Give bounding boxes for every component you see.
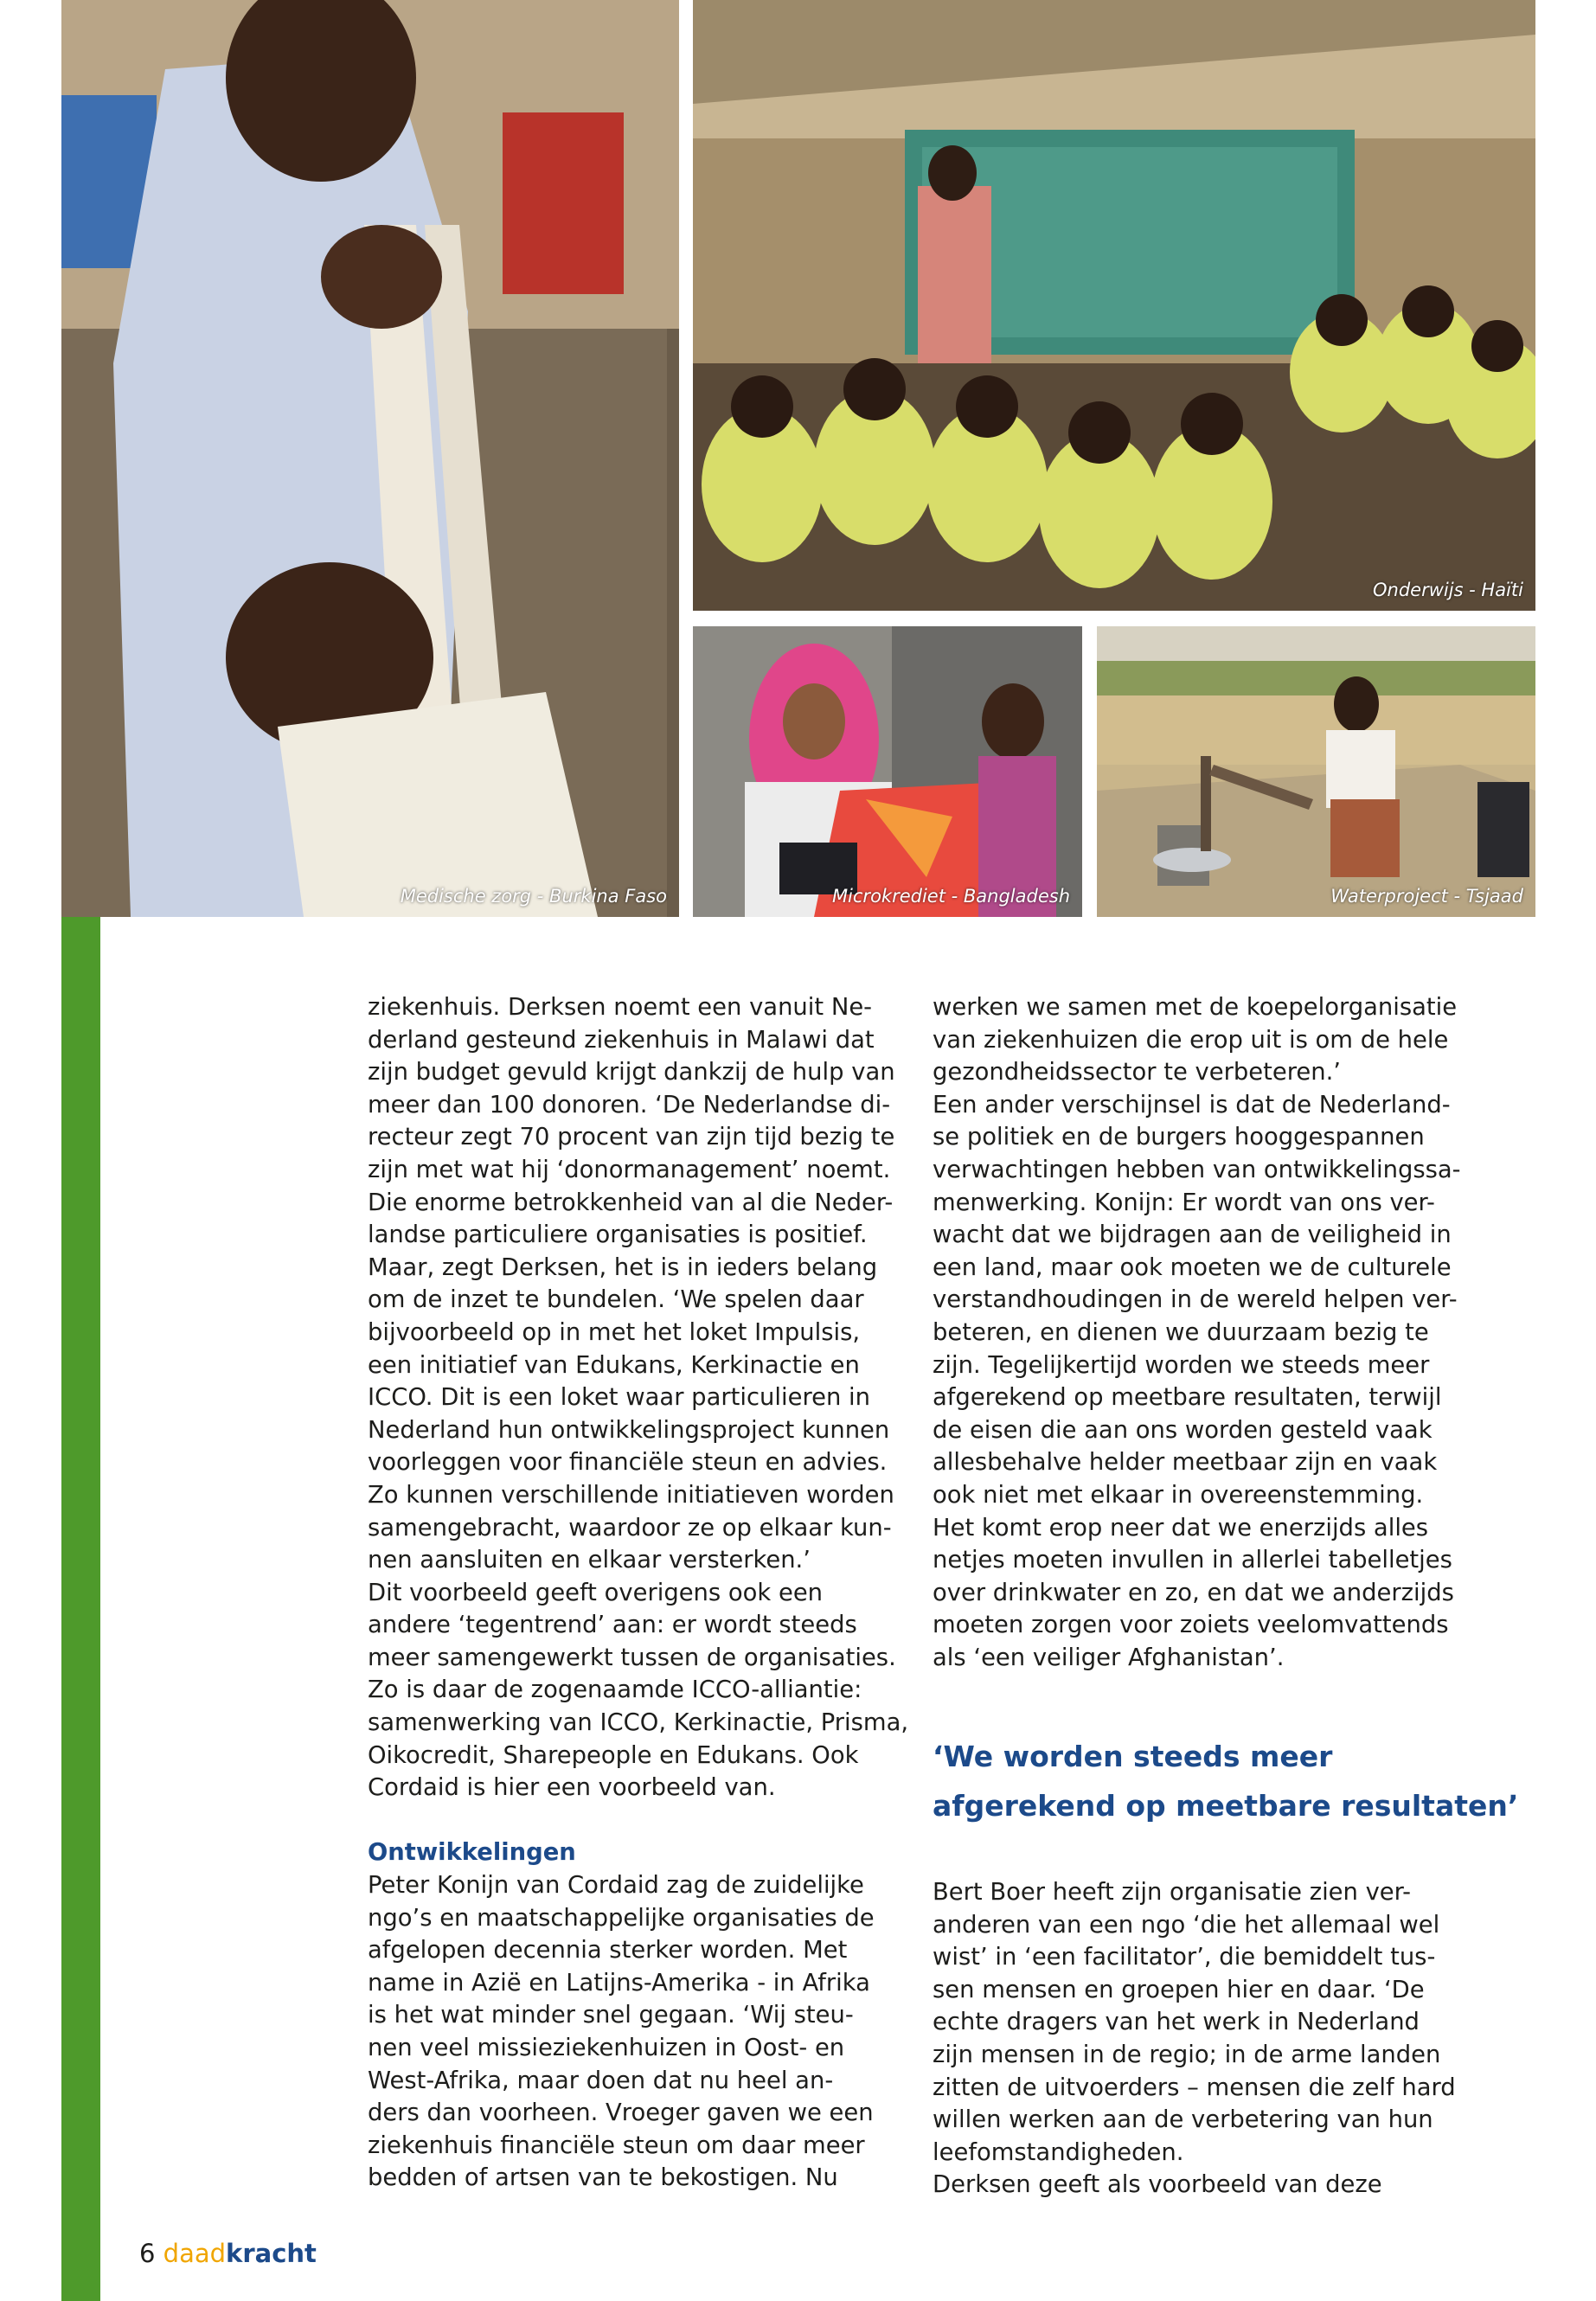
page-folio <box>139 2239 317 2268</box>
text-line: West-Afrika, maar doen dat nu heel an- <box>368 2067 834 2094</box>
text-line: is het wat minder snel gegaan. ‘Wij steu- <box>368 2002 854 2029</box>
text-line: nen veel missieziekenhuizen in Oost- en <box>368 2035 845 2061</box>
text-line: beteren, en dienen we duurzaam bezig te <box>933 1318 1429 1346</box>
text-line: ders dan voorheen. Vroeger gaven we een <box>368 2099 874 2127</box>
brand-kracht: kracht <box>226 2239 317 2268</box>
text-line: voorleggen voor financiële steun en advies. <box>368 1449 888 1477</box>
text-line: echte dragers van het werk in Nederland <box>933 2009 1420 2036</box>
text-line: afgerekend op meetbare resultaten, terwijl <box>933 1384 1442 1412</box>
text-line: landse particuliere organisaties is positief. <box>368 1221 868 1249</box>
text-column-right-2 <box>933 1876 1456 2202</box>
text-line: moeten zorgen voor zoiets veelomvattends <box>933 1612 1449 1639</box>
text-line: Die enorme betrokkenheid van al die Neder- <box>368 1189 894 1216</box>
text-line: Derksen geeft als voorbeeld van deze <box>933 2171 1382 2199</box>
text-line: Zo is daar de zogenaamde ICCO-alliantie: <box>368 1676 862 1704</box>
text-line: Peter Konijn van Cordaid zag de zuidelijke <box>368 1872 864 1900</box>
text-line: ziekenhuis financiële steun om daar meer <box>368 2131 865 2159</box>
text-line: verstandhoudingen in de wereld helpen ver- <box>933 1286 1458 1314</box>
text-line: zijn mensen in de regio; in de arme landen <box>933 2041 1441 2068</box>
text-line: menwerking. Konijn: Er wordt van ons ver- <box>933 1189 1435 1216</box>
text-line: derland gesteund ziekenhuis in Malawi dat <box>368 1026 875 1054</box>
text-line: Een ander verschijnsel is dat de Nederland- <box>933 1091 1451 1118</box>
text-line: ook niet met elkaar in overeenstemming. <box>933 1481 1424 1509</box>
subheading-ontwikkelingen: Ontwikkelingen <box>368 1839 576 1867</box>
pull-quote <box>933 1732 1518 1830</box>
text-line: zijn budget gevuld krijgt dankzij de hulp van <box>368 1059 895 1086</box>
pull-quote-line-1: ‘We worden steeds meer <box>933 1740 1333 1773</box>
photo-caption: Onderwijs - Haïti <box>1373 580 1523 600</box>
text-line: gezondheidssector te verbeteren.’ <box>933 1059 1341 1086</box>
text-line: Het komt erop neer dat we enerzijds alles <box>933 1514 1429 1541</box>
text-line: om de inzet te bundelen. ‘We spelen daar <box>368 1286 864 1314</box>
page-number: 6 <box>139 2239 156 2268</box>
photo-water-project <box>1097 626 1535 917</box>
text-line: Cordaid is hier een voorbeeld van. <box>368 1774 776 1802</box>
text-line: leefomstandigheden. <box>933 2138 1184 2166</box>
text-line: over drinkwater en zo, en dat we anderzijds <box>933 1579 1454 1606</box>
text-line: werken we samen met de koepelorganisatie <box>933 994 1458 1021</box>
text-line: bijvoorbeeld op in met het loket Impulsis, <box>368 1318 861 1346</box>
text-line: een land, maar ook moeten we de culturele <box>933 1253 1452 1281</box>
text-line: ziekenhuis. Derksen noemt een vanuit Ne- <box>368 994 873 1021</box>
text-line: verwachtingen hebben van ontwikkelingssa- <box>933 1156 1461 1183</box>
text-line: ngo’s en maatschappelijke organisaties de <box>368 1904 875 1932</box>
text-line: Nederland hun ontwikkelingsproject kunnen <box>368 1416 890 1444</box>
photo-caption: Waterproject - Tsjaad <box>1330 886 1523 907</box>
text-line: sen mensen en groepen hier en daar. ‘De <box>933 1976 1425 2003</box>
photo-medical-care <box>61 0 679 917</box>
text-line: Bert Boer heeft zijn organisatie zien ver- <box>933 1879 1412 1906</box>
text-line: name in Azië en Latijns-Amerika - in Afrika <box>368 1969 870 1997</box>
text-line: meer samengewerkt tussen de organisaties. <box>368 1644 896 1671</box>
text-line: afgelopen decennia sterker worden. Met <box>368 1937 848 1965</box>
text-column-left <box>368 991 908 2195</box>
text-column-right <box>933 991 1461 1674</box>
photo-caption: Medische zorg - Burkina Faso <box>400 886 667 907</box>
text-line: netjes moeten invullen in allerlei tabelletjes <box>933 1547 1452 1574</box>
text-line: samengebracht, waardoor ze op elkaar kun- <box>368 1514 892 1541</box>
text-line: zitten de uitvoerders – mensen die zelf hard <box>933 2073 1456 2101</box>
photo-microcredit <box>693 626 1082 917</box>
text-line: andere ‘tegentrend’ aan: er wordt steeds <box>368 1612 857 1639</box>
text-line: Zo kunnen verschillende initiatieven worden <box>368 1481 894 1509</box>
text-line: allesbehalve helder meetbaar zijn en vaak <box>933 1449 1438 1477</box>
photo-education <box>693 0 1535 611</box>
text-line: Oikocredit, Sharepeople en Edukans. Ook <box>368 1741 859 1769</box>
text-line: anderen van een ngo ‘die het allemaal wel <box>933 1911 1440 1939</box>
text-line: Maar, zegt Derksen, het is in ieders belang <box>368 1253 878 1281</box>
text-line: de eisen die aan ons worden gesteld vaak <box>933 1416 1433 1444</box>
text-line: bedden of artsen van te bekostigen. Nu <box>368 2164 838 2192</box>
text-line: zijn met wat hij ‘donormanagement’ noemt. <box>368 1156 891 1183</box>
text-line: willen werken aan de verbetering van hun <box>933 2106 1433 2134</box>
text-line: wist’ in ‘een facilitator’, die bemiddelt tus- <box>933 1944 1436 1971</box>
text-line: Dit voorbeeld geeft overigens ook een <box>368 1579 824 1606</box>
text-line: als ‘een veiliger Afghanistan’. <box>933 1644 1285 1671</box>
text-line: recteur zegt 70 procent van zijn tijd bezig te <box>368 1124 895 1151</box>
photo-caption: Microkrediet - Bangladesh <box>831 886 1070 907</box>
text-line: samenwerking van ICCO, Kerkinactie, Prisma, <box>368 1709 909 1737</box>
text-line: zijn. Tegelijkertijd worden we steeds meer <box>933 1351 1430 1379</box>
brand-daad: daad <box>163 2239 227 2268</box>
text-line: een initiatief van Edukans, Kerkinactie en <box>368 1351 860 1379</box>
text-line: se politiek en de burgers hooggespannen <box>933 1124 1425 1151</box>
text-line: meer dan 100 donoren. ‘De Nederlandse di- <box>368 1091 891 1118</box>
text-line: van ziekenhuizen die erop uit is om de hele <box>933 1026 1449 1054</box>
pull-quote-line-2: afgerekend op meetbare resultaten’ <box>933 1789 1519 1823</box>
text-line: nen aansluiten en elkaar versterken.’ <box>368 1547 811 1574</box>
text-line: wacht dat we bijdragen aan de veiligheid in <box>933 1221 1452 1249</box>
text-line: ICCO. Dit is een loket waar particulieren in <box>368 1384 871 1412</box>
